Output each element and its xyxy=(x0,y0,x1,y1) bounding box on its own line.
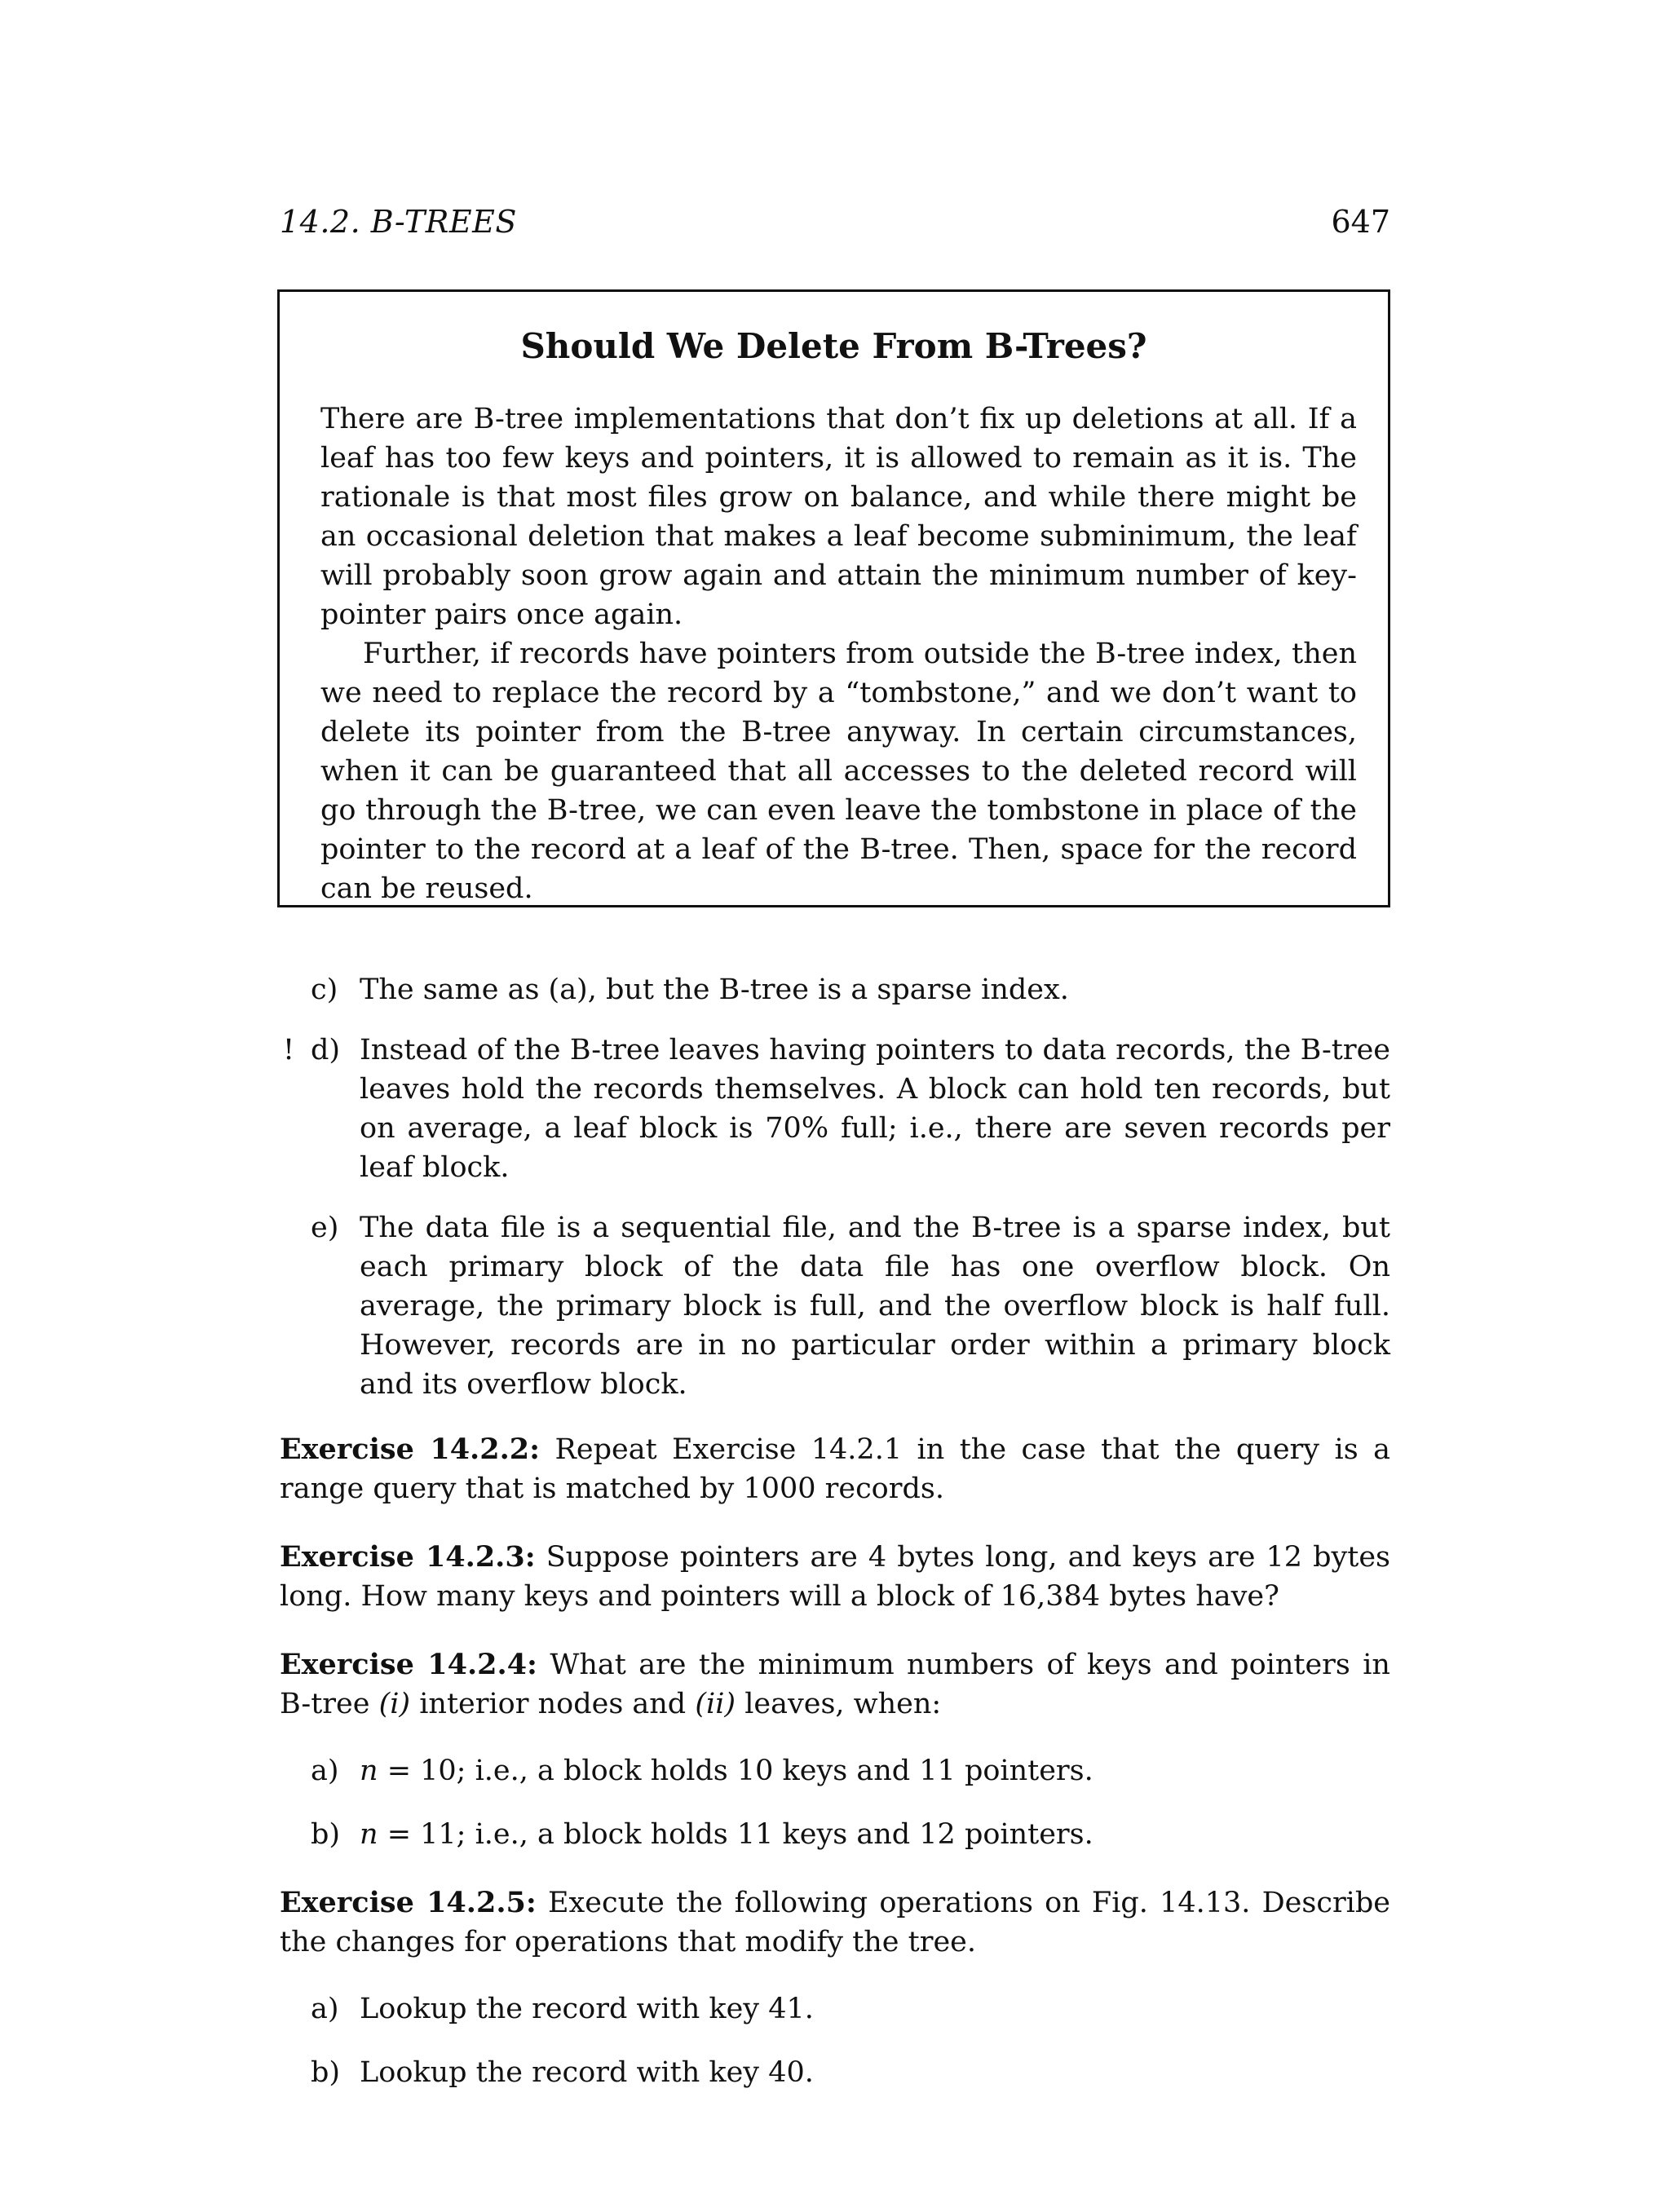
running-head xyxy=(280,204,1390,245)
exercise-label: Exercise 14.2.4: xyxy=(280,1648,537,1681)
list-item-d xyxy=(280,1031,1390,1187)
exercise-14-2-4 xyxy=(280,1645,1390,1724)
item-label: a) xyxy=(311,1755,339,1787)
section-title: 14.2. B-TREES xyxy=(280,204,517,240)
item-label: d) xyxy=(311,1034,341,1066)
page-number: 647 xyxy=(1331,204,1390,240)
exercise-label: Exercise 14.2.2: xyxy=(280,1433,541,1466)
exercise-text-1: What are the minimum numbers of keys and pointers in B-tree xyxy=(280,1649,1390,1720)
list-item-c xyxy=(280,970,1390,1009)
exercise-text: Suppose pointers are 4 bytes long, and keys are 12 bytes long. How many keys and pointers will a block of 16,384 bytes have? xyxy=(280,1541,1390,1613)
sidebar-paragraph-1: There are B-tree implementations that don’t fix up deletions at all. If a leaf has too few keys and pointers, it is allowed to remain as it is. The rationale is that most files grow on balance, and while there might be an occasional deletion that makes a leaf become subminimum, the leaf will probably soon grow again and attain the minimum number of key-pointer pairs once again. xyxy=(320,403,1357,631)
roman-numeral-i: (i) xyxy=(378,1688,411,1720)
item-text: = 10; i.e., a block holds 10 keys and 11 pointers. xyxy=(387,1755,1093,1787)
sidebar-body xyxy=(320,400,1357,908)
roman-numeral-ii: (ii) xyxy=(695,1688,736,1720)
exercise-text-3: leaves, when: xyxy=(744,1688,942,1720)
exercise-14-2-5-subitem-a xyxy=(280,1989,1390,2029)
exercise-text: Repeat Exercise 14.2.1 in the case that the query is a range query that is matched by 1000 records. xyxy=(280,1433,1390,1505)
item-label: c) xyxy=(311,974,338,1006)
item-label: b) xyxy=(311,2056,341,2089)
exercise-14-2-4-subitem-b xyxy=(280,1815,1390,1854)
difficulty-marker: ! xyxy=(283,1034,295,1066)
item-text: Lookup the record with key 40. xyxy=(360,2056,814,2089)
sidebar-title: Should We Delete From B-Trees? xyxy=(520,326,1147,366)
exercise-text-2: interior nodes and xyxy=(419,1688,687,1720)
math-variable-n: n xyxy=(360,1755,378,1787)
item-text: = 11; i.e., a block holds 11 keys and 12 pointers. xyxy=(387,1818,1093,1851)
list-item-e xyxy=(280,1208,1390,1404)
exercise-label: Exercise 14.2.5: xyxy=(280,1886,537,1919)
math-variable-n: n xyxy=(360,1818,378,1851)
item-text: The same as (a), but the B-tree is a sparse index. xyxy=(360,974,1069,1006)
item-text: Instead of the B-tree leaves having pointers to data records, the B-tree leaves hold the records themselves. A block can hold ten records, but on average, a leaf block is 70% full; i.e., there are seven records per leaf block. xyxy=(360,1034,1390,1184)
sidebar-paragraph-2: Further, if records have pointers from outside the B-tree index, then we need to replace the record by a “tombstone,” and we don’t want to delete its pointer from the B-tree anyway. In certain circumstances, when it can be guaranteed that all accesses to the deleted record will go through the B-tree, we can even leave the tombstone in place of the pointer to the record at a leaf of the B-tree. Then, space for the record can be reused. xyxy=(320,638,1357,905)
item-label: a) xyxy=(311,1993,339,2025)
item-label: e) xyxy=(311,1212,339,1244)
item-label: b) xyxy=(311,1818,341,1851)
main-content xyxy=(280,970,1390,2092)
sidebar-box xyxy=(277,289,1390,907)
exercise-14-2-5-subitem-b xyxy=(280,2053,1390,2092)
item-text: The data file is a sequential file, and the B-tree is a sparse index, but each primary block of the data file has one overflow block. On average, the primary block is full, and the overflow block is half full. However, records are in no particular order within a primary block and its overflow block. xyxy=(360,1212,1390,1401)
exercise-14-2-5 xyxy=(280,1883,1390,1962)
exercise-14-2-4-subitem-a xyxy=(280,1751,1390,1790)
exercise-14-2-2 xyxy=(280,1430,1390,1508)
item-text: Lookup the record with key 41. xyxy=(360,1993,814,2025)
exercise-label: Exercise 14.2.3: xyxy=(280,1540,536,1574)
exercise-text: Execute the following operations on Fig. 14.13. Describe the changes for operations that modify the tree. xyxy=(280,1887,1390,1958)
exercise-14-2-3 xyxy=(280,1538,1390,1616)
